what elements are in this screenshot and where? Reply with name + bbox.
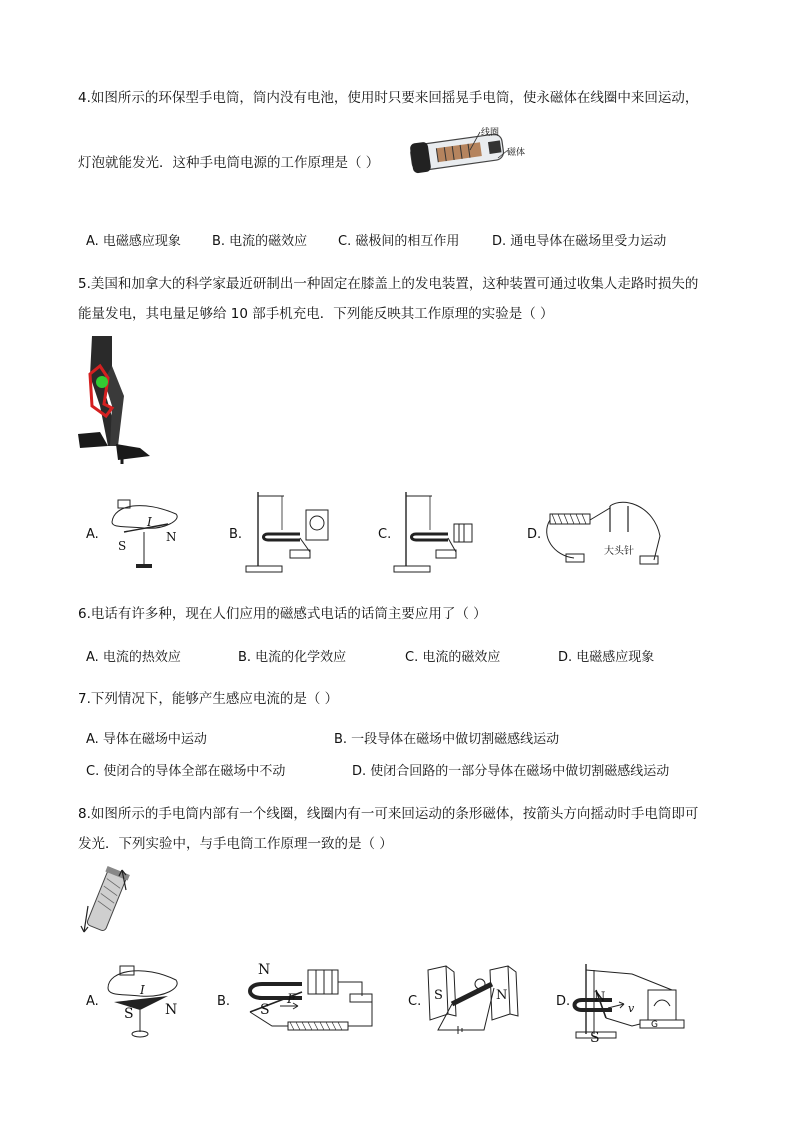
q7-stem-line1: 7.下列情况下，能够产生感应电流的是（ ）: [78, 691, 339, 707]
q8-flashlight-figure: [78, 866, 134, 938]
q6-option-d[interactable]: D. 电磁感应现象: [558, 650, 655, 665]
q8-b-F: F: [287, 992, 297, 1007]
q8-b-N: N: [258, 962, 271, 978]
q5-option-b-figure: [244, 490, 334, 576]
q8-option-b-label[interactable]: B.: [217, 994, 231, 1009]
q8-d-S: S: [590, 1030, 600, 1046]
q8-option-a-label[interactable]: A.: [86, 994, 99, 1009]
q8-option-d-label[interactable]: D.: [556, 994, 571, 1009]
q4-label-coil: 线圈: [481, 128, 500, 138]
q4-stem-line1: 4.如图所示的环保型手电筒，筒内没有电池，使用时只要来回摇晃手电筒，使永磁体在线圈中来回运动，: [78, 90, 699, 106]
q5-stem-line1: 5.美国和加拿大的科学家最近研制出一种固定在膝盖上的发电装置，这种装置可通过收集人走路时损失的: [78, 276, 699, 292]
q4-label-magnet: 磁体: [507, 148, 526, 158]
q5-option-c-label[interactable]: C.: [378, 527, 392, 542]
q7-option-b[interactable]: B. 一段导体在磁场中做切割磁感线运动: [334, 732, 560, 747]
q8-stem-line1: 8.如图所示的手电筒内部有一个线圈，线圈内有一可来回运动的条形磁体，按箭头方向摇动时手电筒即可: [78, 806, 699, 822]
q6-option-c[interactable]: C. 电流的磁效应: [405, 650, 501, 665]
q5-a-I: I: [147, 515, 152, 529]
q5-option-b-label[interactable]: B.: [229, 527, 243, 542]
q4-option-d[interactable]: D. 通电导体在磁场里受力运动: [492, 234, 667, 249]
q8-option-b-figure: [232, 962, 382, 1044]
q7-option-c[interactable]: C. 使闭合的导体全部在磁场中不动: [86, 764, 286, 779]
q8-option-c-figure: [424, 964, 520, 1044]
q8-a-N: N: [165, 1002, 178, 1018]
q5-d-pins-label: 大头针: [604, 546, 634, 557]
q5-stem-line2: 能量发电，其电量足够给 10 部手机充电．下列能反映其工作原理的实验是（ ）: [78, 306, 554, 322]
q4-option-c[interactable]: C. 磁极间的相互作用: [338, 234, 460, 249]
q5-knee-device-figure: [78, 336, 158, 466]
q8-a-I: I: [140, 983, 145, 997]
q8-option-c-label[interactable]: C.: [408, 994, 422, 1009]
q4-option-a[interactable]: A. 电磁感应现象: [86, 234, 181, 249]
q5-option-d-figure: [544, 496, 664, 572]
q8-b-S: S: [260, 1002, 270, 1018]
q8-stem-line2: 发光．下列实验中，与手电筒工作原理一致的是（ ）: [78, 836, 393, 852]
q7-option-a[interactable]: A. 导体在磁场中运动: [86, 732, 207, 747]
q4-stem-line2: 灯泡就能发光．这种手电筒电源的工作原理是（ ）: [78, 155, 380, 171]
q8-d-G: G: [651, 1020, 658, 1030]
q5-a-N: N: [166, 530, 177, 544]
q4-flashlight-figure: [408, 118, 528, 198]
q6-option-b[interactable]: B. 电流的化学效应: [238, 650, 347, 665]
q8-d-v: v: [628, 1002, 635, 1015]
q5-option-a-label[interactable]: A.: [86, 527, 99, 542]
q6-option-a[interactable]: A. 电流的热效应: [86, 650, 181, 665]
q6-stem-line1: 6.电话有许多种，现在人们应用的磁感式电话的话筒主要应用了（ ）: [78, 606, 487, 622]
q8-c-S: S: [434, 988, 443, 1003]
q8-a-S: S: [124, 1006, 134, 1022]
q5-option-d-label[interactable]: D.: [527, 527, 542, 542]
q8-c-N: N: [496, 988, 508, 1003]
q8-d-N: N: [594, 990, 606, 1005]
q5-a-S: S: [118, 539, 127, 553]
q7-option-d[interactable]: D. 使闭合回路的一部分导体在磁场中做切割磁感线运动: [352, 764, 670, 779]
q5-option-c-figure: [392, 490, 482, 576]
q4-option-b[interactable]: B. 电流的磁效应: [212, 234, 308, 249]
